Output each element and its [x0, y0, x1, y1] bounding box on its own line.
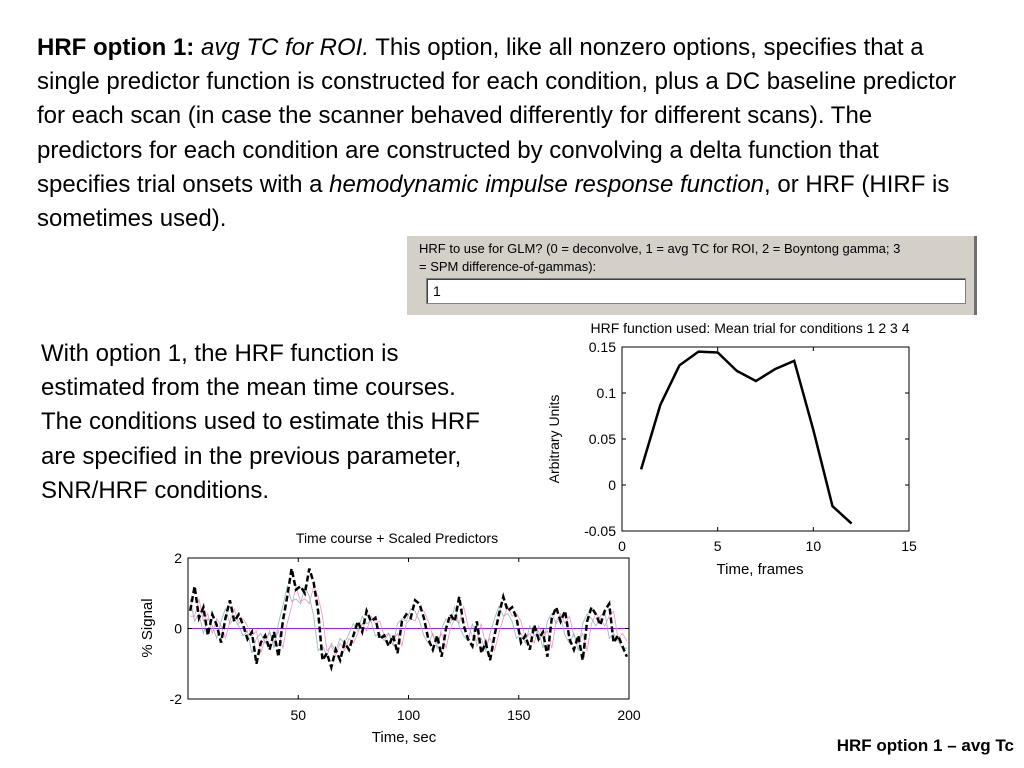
dialog-prompt-line-1: HRF to use for GLM? (0 = deconvolve, 1 = avg TC for ROI, 2 = Boyntong gamma; 3	[419, 241, 901, 256]
timecourse-chart-title: Time course + Scaled Predictors	[295, 530, 499, 546]
hrf-option-input[interactable]: 1	[426, 278, 966, 304]
y-tick-label: -2	[169, 691, 182, 707]
y-tick-label: 0.05	[588, 431, 616, 447]
intro-label: HRF option 1:	[37, 34, 195, 61]
x-tick-label: 150	[507, 707, 531, 723]
intro-option-name: avg TC for ROI.	[200, 34, 370, 61]
intro-term: hemodynamic impulse response function	[329, 170, 765, 198]
x-tick-label: 200	[617, 707, 641, 723]
timecourse-chart	[128, 526, 648, 748]
x-tick-label: 100	[396, 707, 421, 723]
y-tick-label: 2	[174, 550, 182, 566]
x-tick-label: 15	[901, 538, 917, 554]
y-tick-label: 0.1	[596, 385, 616, 401]
y-tick-label: 0	[174, 620, 182, 637]
dialog-prompt	[419, 240, 977, 276]
hrf-dialog	[407, 236, 977, 315]
timecourse-x-axis-label: Time, sec	[371, 729, 437, 746]
intro-paragraph	[37, 31, 967, 236]
x-tick-label: 0	[618, 538, 626, 554]
x-tick-label: 10	[805, 538, 822, 554]
intro-text-2: , or HRF (HIRF is sometimes used).	[37, 170, 950, 233]
y-tick-label: -0.05	[584, 523, 616, 539]
slide-footer: HRF option 1 – avg Tc	[836, 736, 1014, 755]
hrf-chart-title: HRF function used: Mean trial for conditions 1 2 3 4	[590, 320, 910, 336]
y-tick-label: 0	[608, 477, 616, 493]
x-tick-label: 50	[290, 707, 307, 723]
x-tick-label: 5	[713, 538, 722, 554]
y-tick-label: 0.15	[588, 339, 616, 355]
dialog-prompt-line-2: = SPM difference-of-gammas):	[419, 259, 597, 274]
hrf-y-axis-label: Arbitrary Units	[546, 394, 562, 484]
side-paragraph: With option 1, the HRF function is estimated from the mean time courses. The conditions used to estimate this HRF are specified in the previous parameter, SNR/HRF conditions.	[41, 340, 480, 504]
intro-text-1: This option, like all nonzero options, specifies that a single predictor function is constructed for each condition, plus a DC baseline predictor for each scan (in case the scanner behaved differently for different scans). The predictors for each condition are constructed by convolving a delta function that specifies trial onsets with a	[37, 34, 957, 198]
timecourse-y-axis-label: % Signal	[139, 598, 156, 658]
hrf-x-axis-label: Time, frames	[716, 561, 804, 576]
